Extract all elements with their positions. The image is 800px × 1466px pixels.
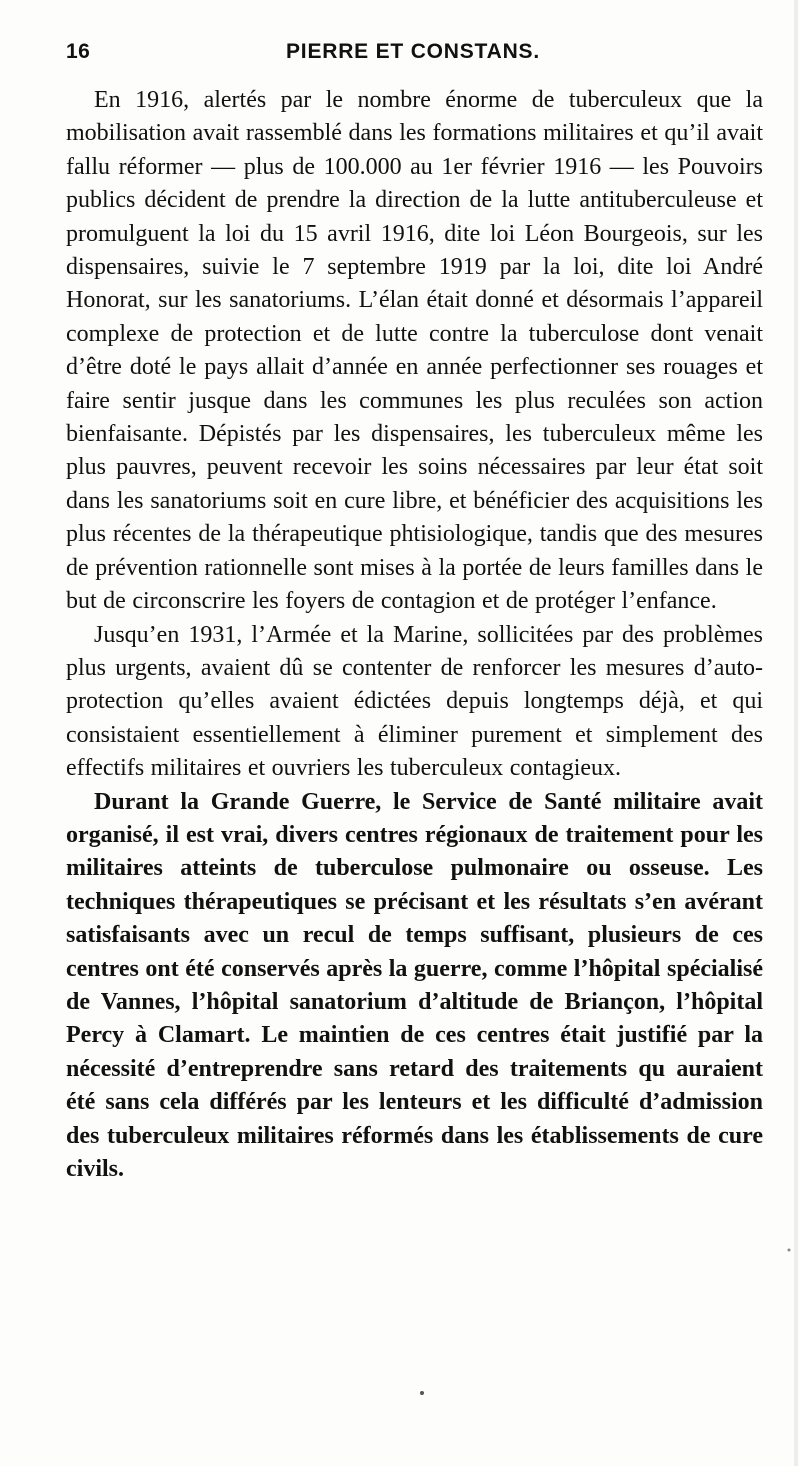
body-text bbox=[66, 84, 763, 1186]
paragraph: En 1916, alertés par le nombre énorme de tuberculeux que la mobilisation avait rassemblé dans les formations militaires et qu’il avait fallu réformer — plus de 100.000 au 1er février 1916 — les Pouvoirs publics décident de prendre la direction de la lutte antituberculeuse et promulguent la loi du 15 avril 1916, dite loi Léon Bourgeois, sur les dispensaires, suivie le 7 septembre 1919 par la loi, dite loi André Honorat, sur les sanatoriums. L’élan était donné et désormais l’appareil complexe de protection et de lutte contre la tuberculose dont venait d’être doté le pays allait d’année en année perfectionner ses rouages et faire sentir jusque dans les communes les plus reculées son action bienfaisante. Dépistés par les dispensaires, les tuberculeux même les plus pauvres, peuvent recevoir les soins nécessaires par leur état soit dans les sanatoriums soit en cure libre, et bénéficier des acquisitions les plus récentes de la thérapeutique phtisiologique, tandis que des mesures de prévention rationnelle sont mises à la portée de leurs familles dans le but de circonscrire les foyers de contagion et de protéger l’enfance. bbox=[66, 87, 763, 615]
page-number: 16 bbox=[66, 40, 91, 63]
running-title: PIERRE ET CONSTANS. bbox=[286, 40, 541, 63]
page-header bbox=[66, 40, 766, 80]
paragraph: Durant la Grande Guerre, le Service de Santé militaire avait organisé, il est vrai, divers centres régionaux de traitement pour les militaires atteints de tuberculose pulmonaire ou osseuse. Les techniques thérapeutiques se précisant et les résultats s’en avérant satisfaisants avec un recul de temps suffisant, plusieurs de ces centres ont été conservés après la guerre, comme l’hôpital spécialisé de Vannes, l’hôpital sanatorium d’altitude de Briançon, l’hôpital Percy à Clamart. Le maintien de ces centres était justifié par la nécessité d’entreprendre sans retard des traitements qu auraient été sans cela différés par les lenteurs et les difficulté d’admission des tuberculeux militaires réformés dans les établissements de cure civils. bbox=[66, 788, 763, 1182]
paragraph: Jusqu’en 1931, l’Armée et la Marine, sollicitées par des problèmes plus urgents, avaient dû se contenter de renforcer les mesures d’auto-protection qu’elles avaient édictées depuis longtemps déjà, et qui consistaient essentiellement à éliminer purement et simplement des effectifs militaires et ouvriers les tuberculeux contagieux. bbox=[66, 621, 763, 782]
